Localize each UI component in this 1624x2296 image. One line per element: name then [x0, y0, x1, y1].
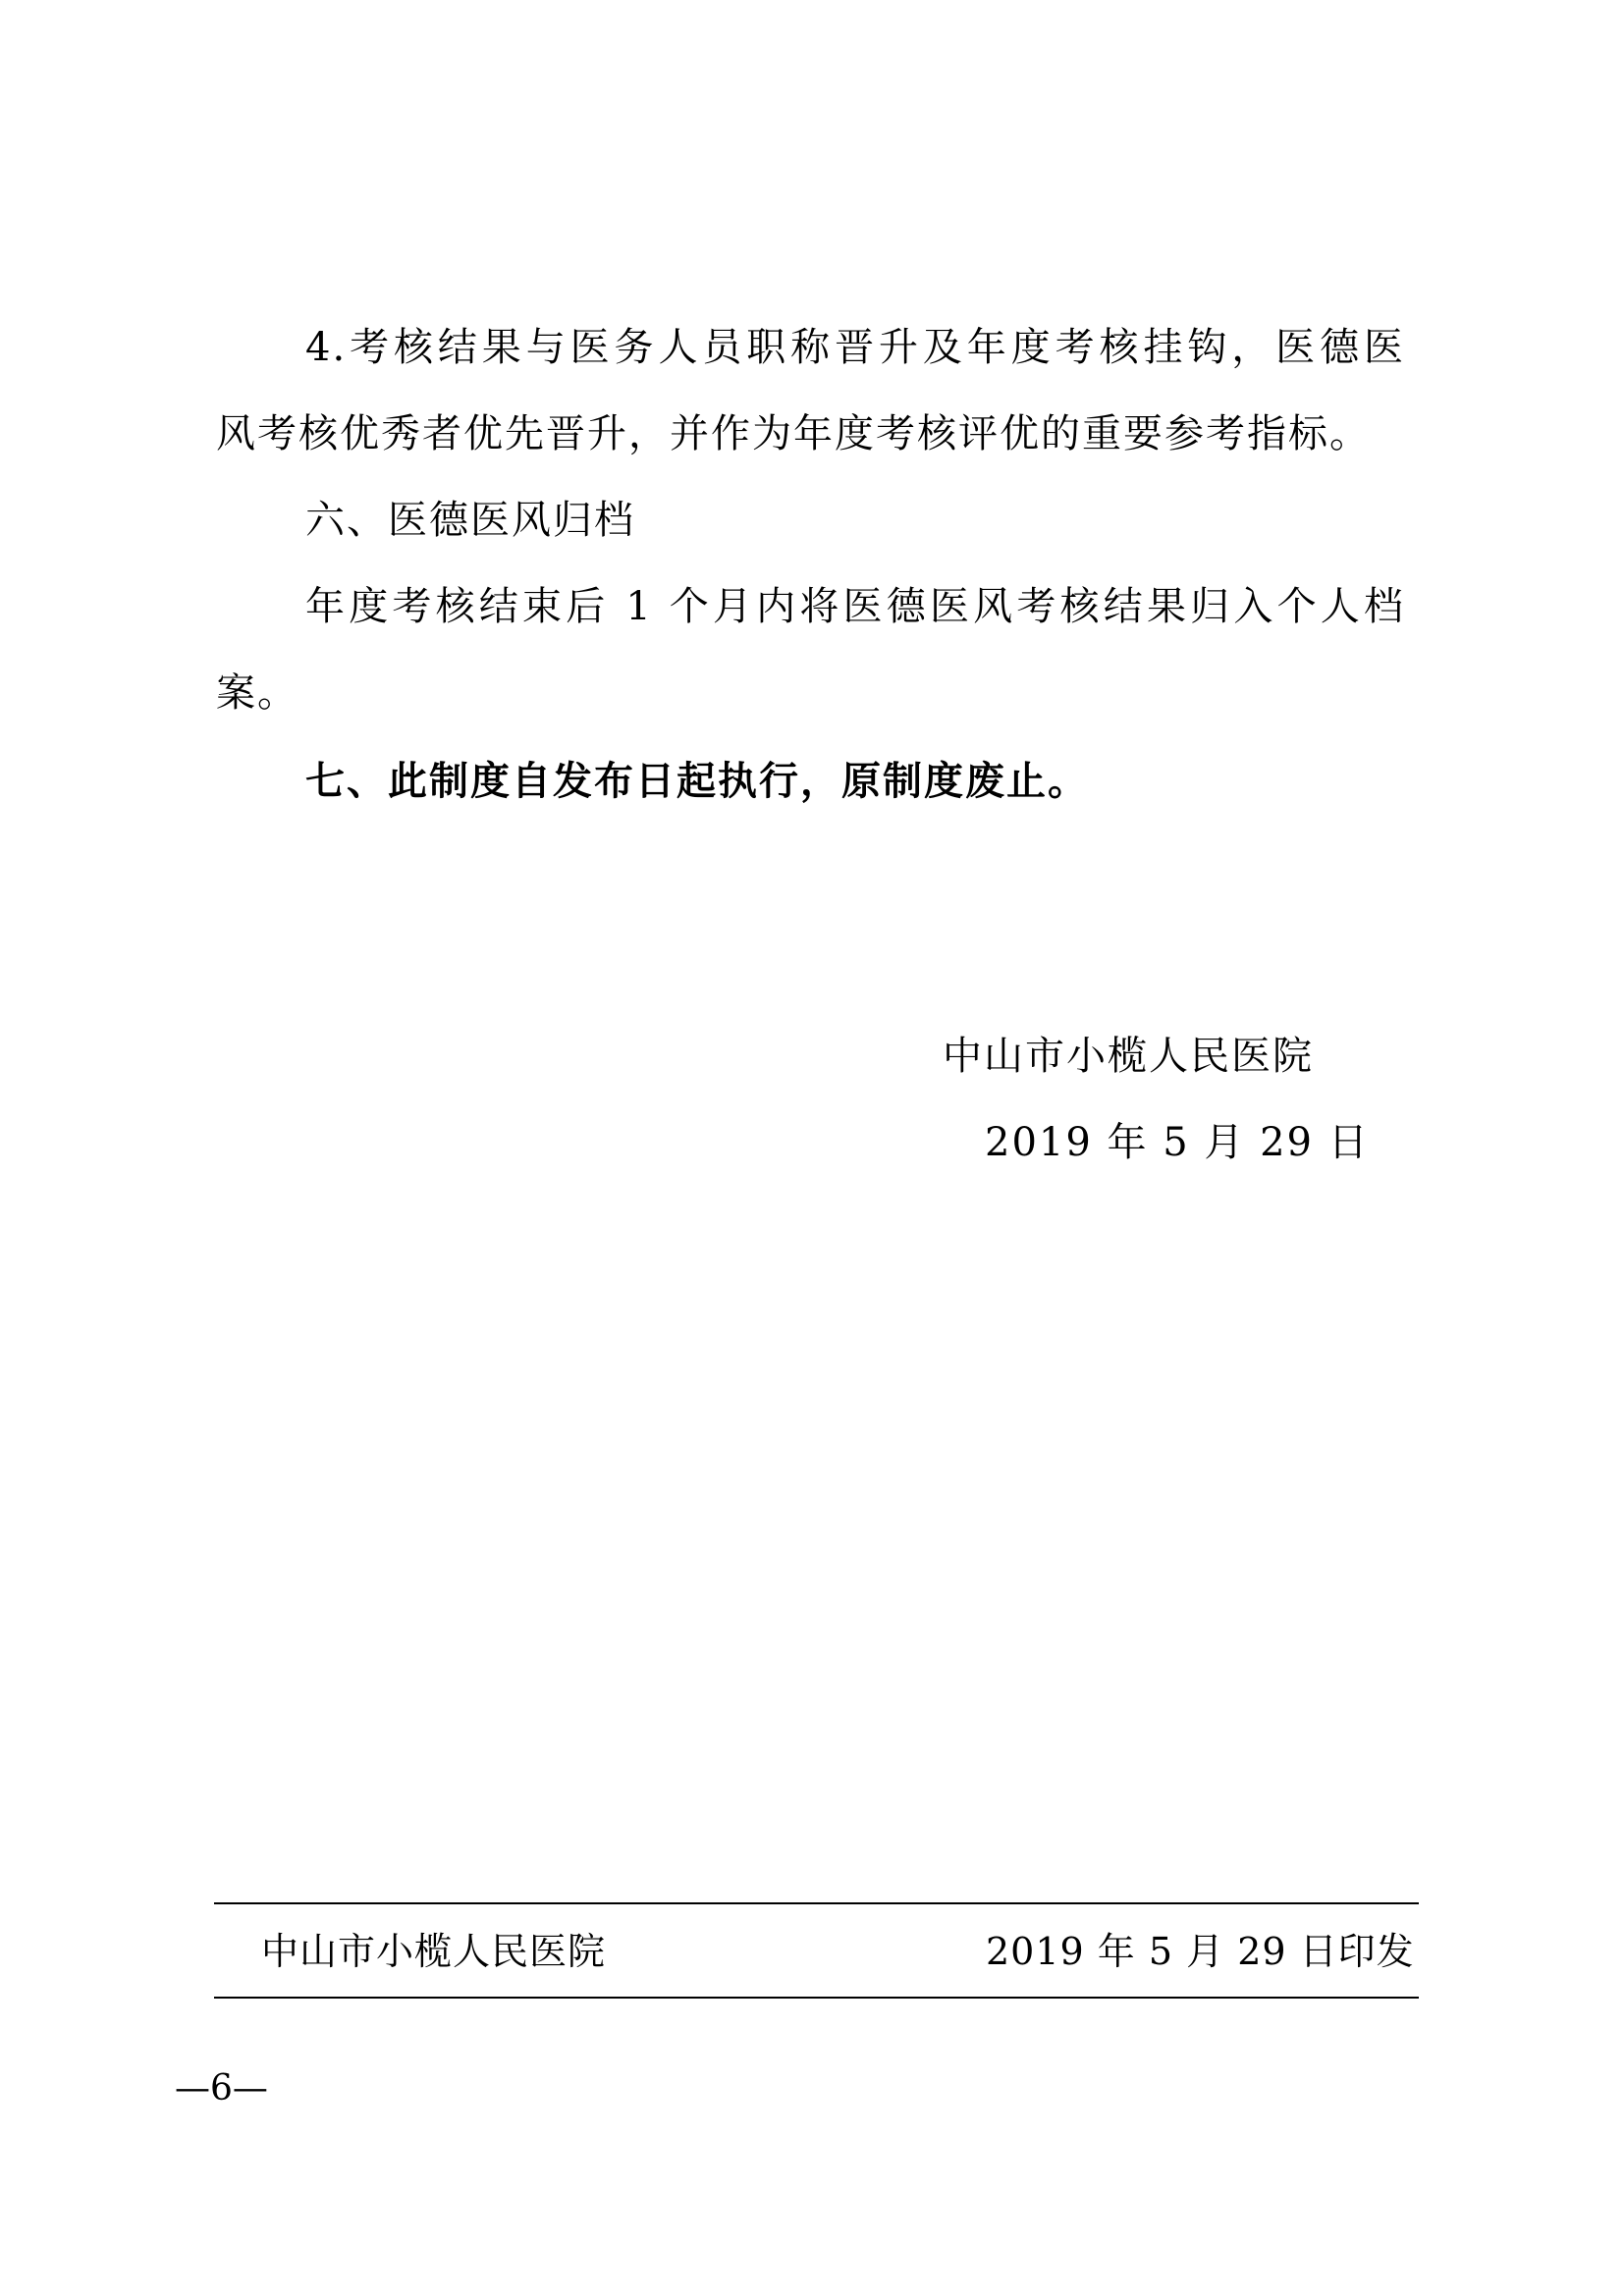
footer-issuer: 中山市小榄人民医院	[261, 1930, 607, 1973]
section-6-heading: 六、医德医风归档	[305, 498, 635, 543]
paragraph-4-line-2: 风考核优秀者优先晋升，并作为年度考核评优的重要参考指标。	[216, 411, 1371, 456]
page-number: —6—	[175, 2068, 268, 2109]
signature-organization: 中山市小榄人民医院	[943, 1034, 1314, 1079]
section-7-heading: 七、此制度自发布日起执行，原制度废止。	[305, 759, 1089, 804]
footer-bottom-rule	[214, 1997, 1419, 1999]
signature-date: 2019 年 5 月 29 日	[985, 1120, 1370, 1165]
paragraph-4-line-1: 4.考核结果与医务人员职称晋升及年度考核挂钩，医德医	[305, 325, 1405, 370]
section-6-line-2: 案。	[216, 670, 298, 716]
footer-top-rule	[214, 1902, 1419, 1904]
section-6-line-1: 年度考核结束后 1 个月内将医德医风考核结果归入个人档	[305, 584, 1405, 629]
footer-issue-date: 2019 年 5 月 29 日印发	[986, 1930, 1415, 1973]
